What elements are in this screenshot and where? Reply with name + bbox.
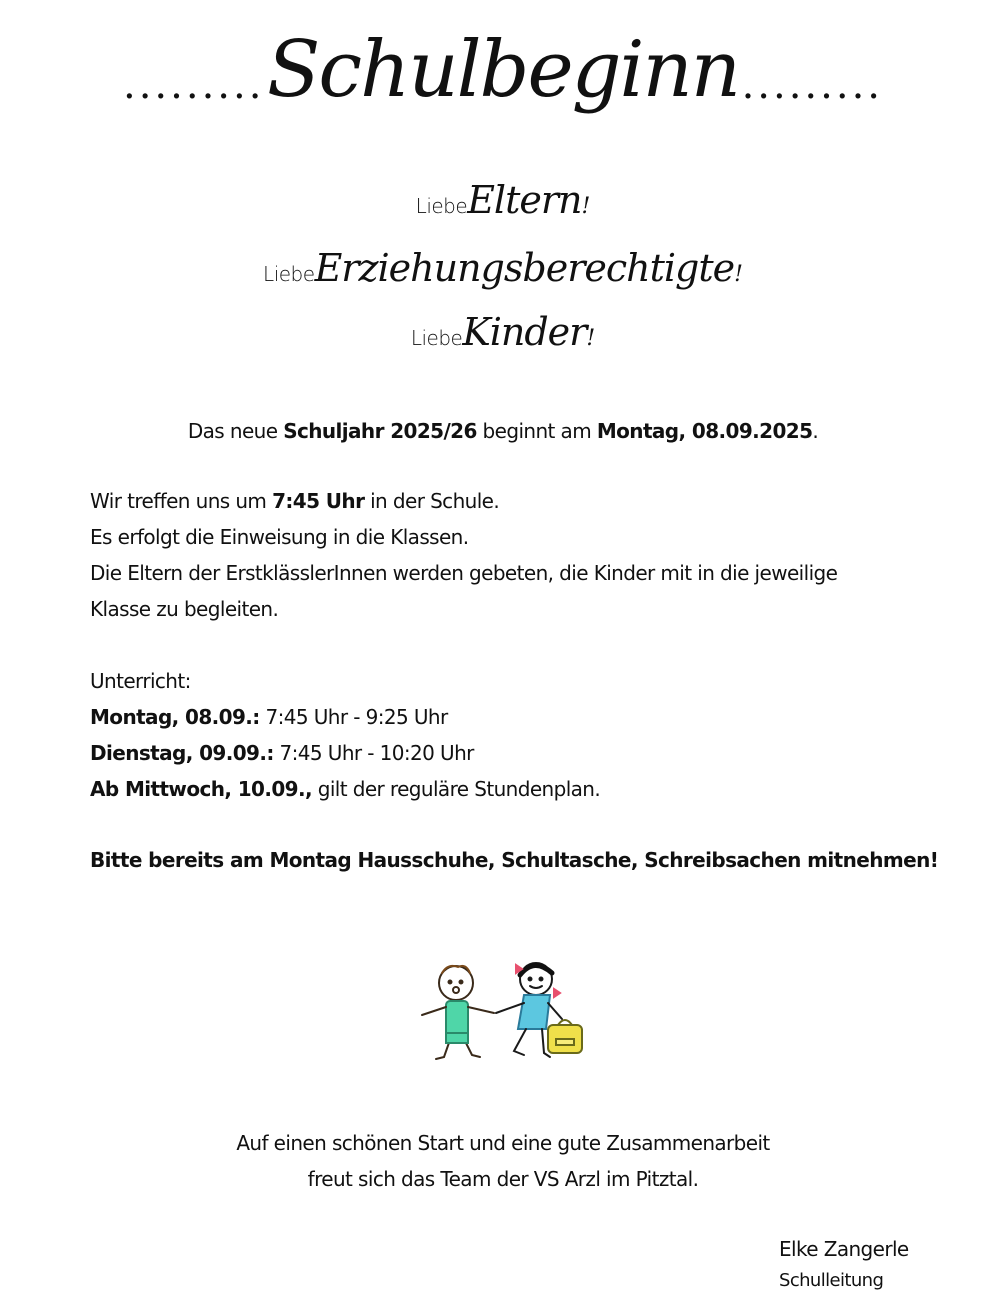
title-dots-right: .........: [741, 62, 883, 108]
children-drawing: [416, 955, 591, 1070]
title-dots-left: .........: [123, 62, 265, 108]
children-illustration: [416, 955, 591, 1070]
meeting-line: Es erfolgt die Einweisung in die Klassen.: [90, 525, 469, 549]
meeting-line: Klasse zu begleiten.: [90, 597, 279, 621]
greeting-word: Kinder: [462, 310, 587, 354]
school-bag: [548, 1020, 582, 1053]
greeting-suffix: !: [734, 262, 743, 287]
meeting-line: Die Eltern der ErstklässlerInnen werden gebeten, die Kinder mit in die jeweilige: [90, 561, 838, 585]
schedule-day: Montag, 08.09.:: [90, 705, 260, 729]
greeting-word: Eltern: [467, 178, 582, 222]
schedule-row: [90, 699, 950, 735]
greeting-prefix: Liebe: [410, 326, 463, 350]
greeting-prefix: Liebe: [263, 262, 315, 286]
reminder: [90, 842, 950, 878]
title-text: Schulbeginn: [267, 25, 739, 115]
greeting-prefix: Liebe: [415, 194, 468, 218]
closing-paragraph: [0, 1125, 1006, 1197]
schedule-heading: Unterricht:: [90, 669, 191, 693]
meeting-line: Wir treffen uns um 7:45 Uhr in der Schule.: [90, 489, 500, 513]
title-graphic: [123, 10, 883, 140]
meeting-time: 7:45 Uhr: [272, 489, 365, 513]
greeting-parents: [0, 178, 1006, 222]
closing-line: Auf einen schönen Start und eine gute Zusammenarbeit: [236, 1131, 770, 1155]
schedule-time: 7:45 Uhr - 10:20 Uhr: [273, 741, 474, 765]
signature-role: Schulleitung: [779, 1270, 884, 1291]
reminder-text: Bitte bereits am Montag Hausschuhe, Schultasche, Schreibsachen mitnehmen!: [90, 848, 939, 872]
greeting-suffix: !: [581, 194, 591, 219]
intro-paragraph: Das neue Schuljahr 2025/26 beginnt am Montag, 08.09.2025.: [187, 419, 819, 443]
greeting-children: [0, 310, 1006, 354]
signature-name: Elke Zangerle: [779, 1237, 909, 1261]
school-year: Schuljahr 2025/26: [283, 419, 477, 443]
schedule-day: Ab Mittwoch, 10.09.,: [90, 777, 312, 801]
kid-left: [422, 966, 494, 1059]
schedule-day: Dienstag, 09.09.:: [90, 741, 274, 765]
schedule-time: 7:45 Uhr - 9:25 Uhr: [259, 705, 448, 729]
greeting-word: Erziehungsberechtigte: [314, 246, 735, 290]
schedule-row: [90, 771, 950, 807]
schedule-time: gilt der reguläre Stundenplan.: [311, 777, 601, 801]
schedule-row: [90, 735, 950, 771]
page-title: [0, 10, 1006, 140]
start-date: Montag, 08.09.2025: [596, 419, 813, 443]
greeting-guardians: [0, 246, 1006, 290]
schedule-section: [90, 663, 950, 807]
meeting-paragraph: [90, 483, 950, 627]
closing-line: freut sich das Team der VS Arzl im Pitztal.: [307, 1167, 699, 1191]
greeting-suffix: !: [586, 326, 596, 351]
signature-block: [779, 1232, 999, 1296]
